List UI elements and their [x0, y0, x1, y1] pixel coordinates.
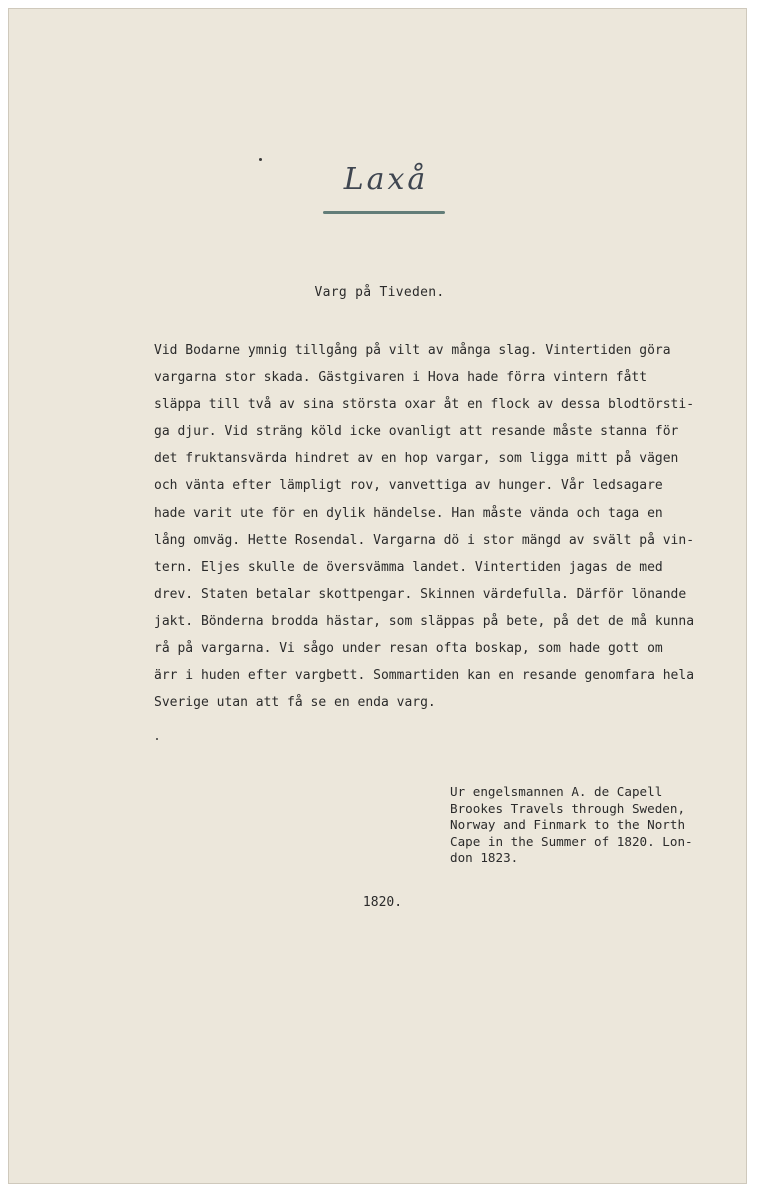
citation-line: don 1823. — [450, 850, 519, 865]
body-line: rå på vargarna. Vi sågo under resan ofta boskap, som hade gott om — [154, 641, 663, 657]
body-line: jakt. Bönderna brodda hästar, som släppas på bete, på det de må kunna — [154, 613, 695, 629]
body-line: släppa till två av sina största oxar åt en flock av dessa blodtörsti- — [154, 397, 695, 413]
citation-line: Brookes Travels through Sweden, — [450, 800, 686, 816]
body-line: Sverige utan att få se en enda varg. — [154, 695, 436, 711]
body-line: tern. Eljes skulle de översvämma landet. Vintertiden jagas de med — [154, 559, 663, 575]
source-citation — [450, 784, 740, 867]
ink-speck — [259, 158, 262, 161]
document-subtitle: Varg på Tiveden. — [314, 285, 445, 300]
body-line: det fruktansvärda hindret av en hop vargar, som ligga mitt på vägen — [154, 451, 679, 467]
citation-line: Cape in the Summer of 1820. Lon- — [450, 833, 693, 849]
citation-line: Norway and Finmark to the North — [450, 817, 686, 832]
body-line: lång omväg. Hette Rosendal. Vargarna dö i stor mängd av svält på vin- — [154, 532, 695, 548]
body-line: Vid Bodarne ymnig tillgång på vilt av många slag. Vintertiden göra — [154, 343, 671, 358]
body-line: hade varit ute för en dylik händelse. Han måste vända och taga en — [154, 505, 663, 521]
body-line: ärr i huden efter vargbett. Sommartiden kan en resande genomfara hela — [154, 668, 695, 684]
body-line: och vänta efter lämpligt rov, vanvettiga av hunger. Vår ledsagare — [154, 478, 663, 494]
body-line: vargarna stor skada. Gästgivaren i Hova hade förra vintern fått — [154, 370, 648, 386]
scan-margin-right — [747, 0, 759, 1200]
ink-speck — [156, 738, 158, 740]
title-underline — [323, 211, 445, 214]
body-line: ga djur. Vid sträng köld icke ovanligt att resande måste stanna för — [154, 424, 679, 440]
body-paragraph — [154, 337, 734, 716]
body-line: drev. Staten betalar skottpengar. Skinnen värdefulla. Därför lönande — [154, 586, 687, 602]
citation-line: Ur engelsmannen A. de Capell — [450, 784, 663, 799]
document-year: 1820. — [362, 895, 403, 910]
handwritten-title: Laxå — [343, 162, 429, 197]
scan-margin-bottom — [0, 1184, 759, 1200]
